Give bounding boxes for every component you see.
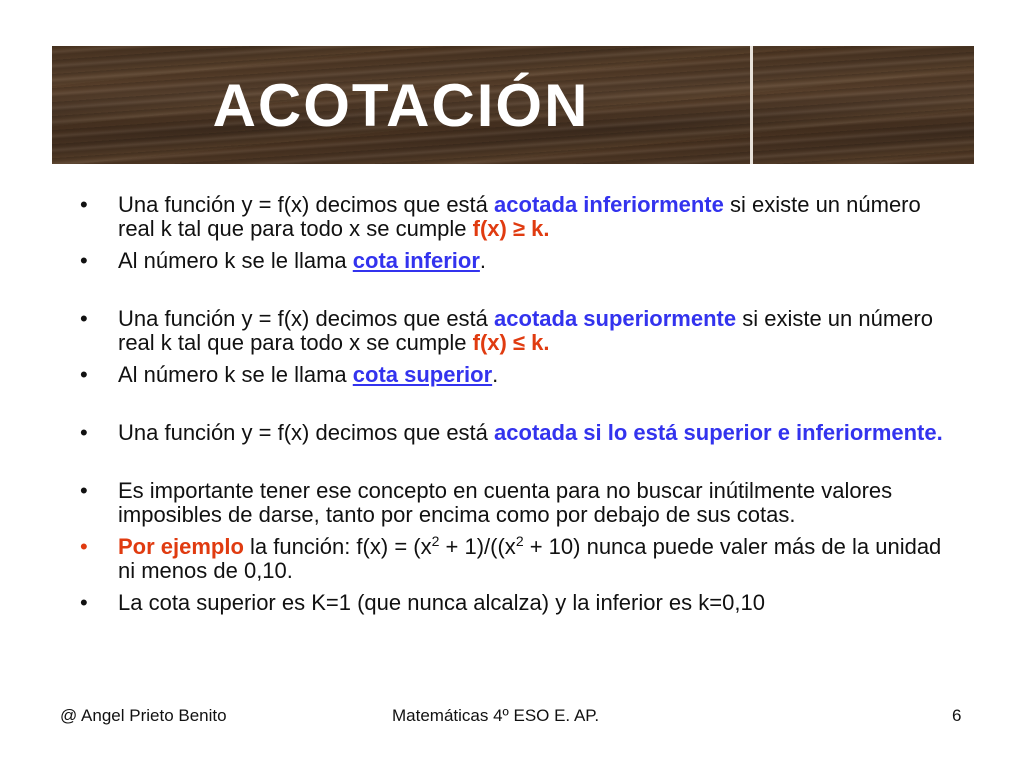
bullet-text: La cota superior es K=1 (que nunca alcalza) y la inferior es k=0,10 (118, 590, 765, 615)
bullet-item (80, 363, 960, 387)
bullet-text: Una función y = f(x) decimos que está (118, 306, 495, 331)
bullet-text: . (479, 248, 487, 273)
bullet-text: Al número k se le llama (118, 248, 353, 273)
bullet-marker: • (80, 362, 88, 387)
bullet-text: Es importante tener ese concepto en cuenta para no buscar inútilmente valores imposibles de darse, tanto por encima como por debajo de sus cotas. (118, 478, 893, 527)
slide-content (80, 193, 960, 615)
title-banner (52, 46, 974, 164)
bullet-marker: • (80, 478, 88, 503)
bullet-marker: • (80, 590, 88, 615)
bullet-text: Una función y = f(x) decimos que está (118, 420, 495, 445)
highlight-term: acotada inferiormente (494, 192, 724, 217)
highlight-term: Por ejemplo (118, 534, 244, 559)
banner-divider (750, 46, 753, 164)
footer-author: @ Angel Prieto Benito (60, 706, 227, 725)
bullet-text: Al número k se le llama (118, 362, 353, 387)
footer-page-number: 6 (952, 706, 962, 725)
highlight-term: cota superior (352, 362, 493, 387)
bullet-item (80, 479, 960, 527)
bullet-text: la función: f(x) = (x (243, 534, 432, 559)
highlight-formula: f(x) ≥ k. (472, 216, 550, 241)
bullet-item (80, 249, 960, 273)
bullet-item (80, 421, 960, 445)
exponent: 2 (431, 533, 440, 549)
bullet-item (80, 591, 960, 615)
bullet-text: Una función y = f(x) decimos que está (118, 192, 495, 217)
highlight-formula: f(x) ≤ k. (472, 330, 550, 355)
highlight-term: cota inferior (352, 248, 480, 273)
bullet-marker: • (80, 248, 88, 273)
bullet-item (80, 193, 960, 241)
bullet-item (80, 535, 960, 583)
bullet-item (80, 307, 960, 355)
bullet-marker: • (80, 306, 88, 331)
bullet-text: + 1)/((x (439, 534, 516, 559)
bullet-marker: • (80, 420, 88, 445)
exponent: 2 (515, 533, 524, 549)
bullet-text: si existe un número real k tal que para todo x se cumple (118, 192, 921, 241)
bullet-marker: • (80, 534, 88, 559)
footer-course: Matemáticas 4º ESO E. AP. (392, 706, 600, 725)
bullet-marker: • (80, 192, 88, 217)
bullet-text: si existe un número real k tal que para todo x se cumple (118, 306, 933, 355)
highlight-term: acotada superiormente (494, 306, 737, 331)
bullet-text: + 10) nunca puede valer más de la unidad ni menos de 0,10. (118, 534, 942, 583)
slide-title: ACOTACIÓN (212, 71, 590, 139)
highlight-term: acotada si lo está superior e inferiormente. (494, 420, 943, 445)
bullet-text: . (492, 362, 499, 387)
